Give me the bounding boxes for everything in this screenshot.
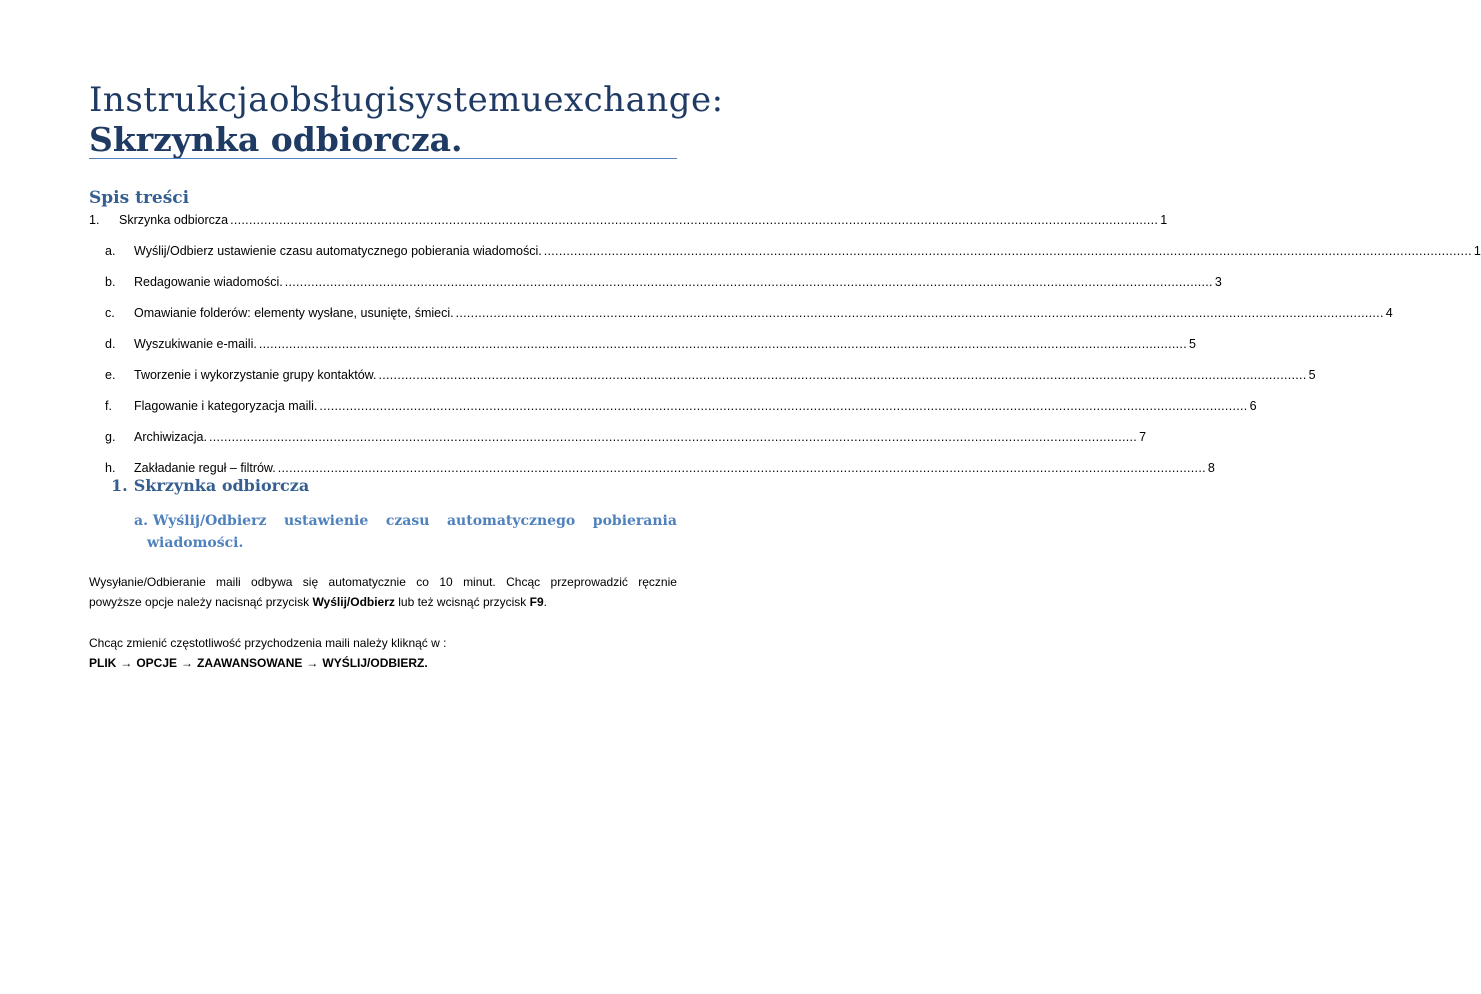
arrow-right-icon: → bbox=[181, 656, 194, 670]
title-word: exchange: bbox=[543, 80, 724, 120]
title-word: systemu bbox=[397, 80, 544, 120]
subsection-word: ustawienie bbox=[283, 513, 369, 529]
body-paragraph bbox=[89, 633, 677, 673]
subsection-word: czasu bbox=[385, 513, 430, 529]
subsection-heading-word bbox=[134, 510, 266, 532]
toc-entry-text: Skrzynka odbiorcza bbox=[119, 213, 229, 227]
subsection-number: a. bbox=[134, 513, 148, 529]
toc-entry-page: 7 bbox=[1139, 430, 1147, 444]
title-line-1 bbox=[89, 80, 724, 120]
toc-entry[interactable] bbox=[89, 244, 1481, 260]
toc-dot-leader bbox=[319, 399, 1247, 413]
paragraph-text: powyższe opcje należy nacisnąć przycisk bbox=[89, 595, 313, 609]
menu-path bbox=[89, 653, 677, 673]
paragraph-text: lub też wcisnąć przycisk bbox=[394, 595, 530, 609]
paragraph-word: Wysyłanie/Odbieranie bbox=[89, 575, 206, 589]
paragraph-word: ręcznie bbox=[638, 575, 677, 589]
paragraph-word: minut. bbox=[463, 575, 496, 589]
section-title: Skrzynka odbiorcza bbox=[133, 476, 310, 495]
toc-entry-text: Redagowanie wiadomości. bbox=[134, 275, 283, 289]
toc-entry[interactable] bbox=[89, 368, 1316, 384]
toc-entry-text: Archiwizacja. bbox=[134, 430, 207, 444]
toc-entry-page: 8 bbox=[1207, 461, 1215, 475]
paragraph-word: się bbox=[302, 575, 319, 589]
toc-entry-page: 3 bbox=[1214, 275, 1222, 289]
subsection-word: automatycznego bbox=[446, 513, 576, 529]
toc-entry-number: b. bbox=[105, 275, 116, 289]
menu-path-item: OPCJE bbox=[136, 656, 178, 670]
menu-path-item: ZAAWANSOWANE bbox=[197, 656, 303, 670]
paragraph-text: . bbox=[543, 595, 547, 609]
paragraph-line-2 bbox=[89, 592, 677, 612]
toc-entry[interactable] bbox=[89, 306, 1393, 322]
paragraph-word: automatycznie bbox=[328, 575, 406, 589]
toc-entry-page: 6 bbox=[1249, 399, 1257, 413]
toc-entry-number: 1. bbox=[89, 213, 100, 227]
toc-dot-leader bbox=[285, 275, 1213, 289]
toc-dot-leader bbox=[456, 306, 1384, 320]
paragraph-word: co bbox=[416, 575, 429, 589]
toc-entry-page: 4 bbox=[1385, 306, 1393, 320]
title-underline-rule bbox=[89, 158, 677, 159]
toc-entry-number: d. bbox=[105, 337, 116, 351]
toc-dot-leader bbox=[278, 461, 1206, 475]
paragraph-word: odbywa bbox=[251, 575, 293, 589]
paragraph-word: przeprowadzić bbox=[550, 575, 628, 589]
toc-entry-text: Zakładanie reguł – filtrów. bbox=[134, 461, 276, 475]
toc-entry-text: Wyszukiwanie e-maili. bbox=[134, 337, 257, 351]
toc-dot-leader bbox=[544, 244, 1472, 258]
toc-entry-text: Omawianie folderów: elementy wysłane, usunięte, śmieci. bbox=[134, 306, 454, 320]
toc-entry-number: g. bbox=[105, 430, 116, 444]
paragraph-word: 10 bbox=[439, 575, 453, 589]
menu-path-item: WYŚLIJ/ODBIERZ. bbox=[322, 656, 428, 670]
document-title bbox=[89, 80, 724, 160]
send-receive-button-reference: Wyślij/Odbierz bbox=[312, 595, 395, 609]
toc-dot-leader bbox=[378, 368, 1306, 382]
paragraph-line-1 bbox=[89, 572, 677, 592]
toc-entry-text: Wyślij/Odbierz ustawienie czasu automatycznego pobierania wiadomości. bbox=[134, 244, 542, 258]
subsection-word: pobierania bbox=[592, 513, 677, 529]
toc-entry-number: c. bbox=[105, 306, 115, 320]
toc-entry-page: 5 bbox=[1308, 368, 1316, 382]
toc-entry-number: a. bbox=[105, 244, 116, 258]
toc-heading: Spis treści bbox=[89, 188, 190, 208]
toc-entry[interactable] bbox=[89, 461, 1215, 477]
arrow-right-icon: → bbox=[120, 656, 133, 670]
title-word: Instrukcja bbox=[89, 80, 270, 120]
toc-entry-number: h. bbox=[105, 461, 116, 475]
paragraph-word: Chcąc bbox=[506, 575, 541, 589]
toc-entry-number: f. bbox=[105, 399, 112, 413]
menu-path-item: PLIK bbox=[89, 656, 117, 670]
toc-entry[interactable] bbox=[89, 337, 1196, 353]
subsection-heading bbox=[134, 510, 677, 554]
toc-entry[interactable] bbox=[89, 213, 1168, 229]
paragraph-line: Chcąc zmienić częstotliwość przychodzenia maili należy kliknąć w : bbox=[89, 636, 447, 650]
arrow-right-icon: → bbox=[306, 656, 319, 670]
title-word: obsługi bbox=[269, 80, 398, 120]
toc-entry-page: 1 bbox=[1160, 213, 1168, 227]
title-line-2: Skrzynka odbiorcza. bbox=[89, 120, 463, 159]
toc-entry-page: 1 bbox=[1473, 244, 1481, 258]
section-heading bbox=[111, 476, 309, 495]
subsection-heading-line-1 bbox=[134, 510, 677, 532]
f9-key-reference: F9 bbox=[529, 595, 544, 609]
subsection-word: Wyślij/Odbierz bbox=[152, 513, 267, 529]
paragraph-word: maili bbox=[216, 575, 241, 589]
toc-entry-number: e. bbox=[105, 368, 116, 382]
toc-entry[interactable] bbox=[89, 275, 1222, 291]
body-paragraph bbox=[89, 572, 677, 612]
toc-entry[interactable] bbox=[89, 430, 1147, 446]
toc-entry-text: Tworzenie i wykorzystanie grupy kontaktów. bbox=[134, 368, 377, 382]
toc-entry-page: 5 bbox=[1188, 337, 1196, 351]
subsection-heading-line-2: wiadomości. bbox=[147, 535, 244, 551]
section-number: 1. bbox=[111, 476, 128, 495]
toc-dot-leader bbox=[259, 337, 1187, 351]
toc-dot-leader bbox=[209, 430, 1137, 444]
toc-entry[interactable] bbox=[89, 399, 1257, 415]
toc-dot-leader bbox=[230, 213, 1158, 227]
toc-entry-text: Flagowanie i kategoryzacja maili. bbox=[134, 399, 318, 413]
